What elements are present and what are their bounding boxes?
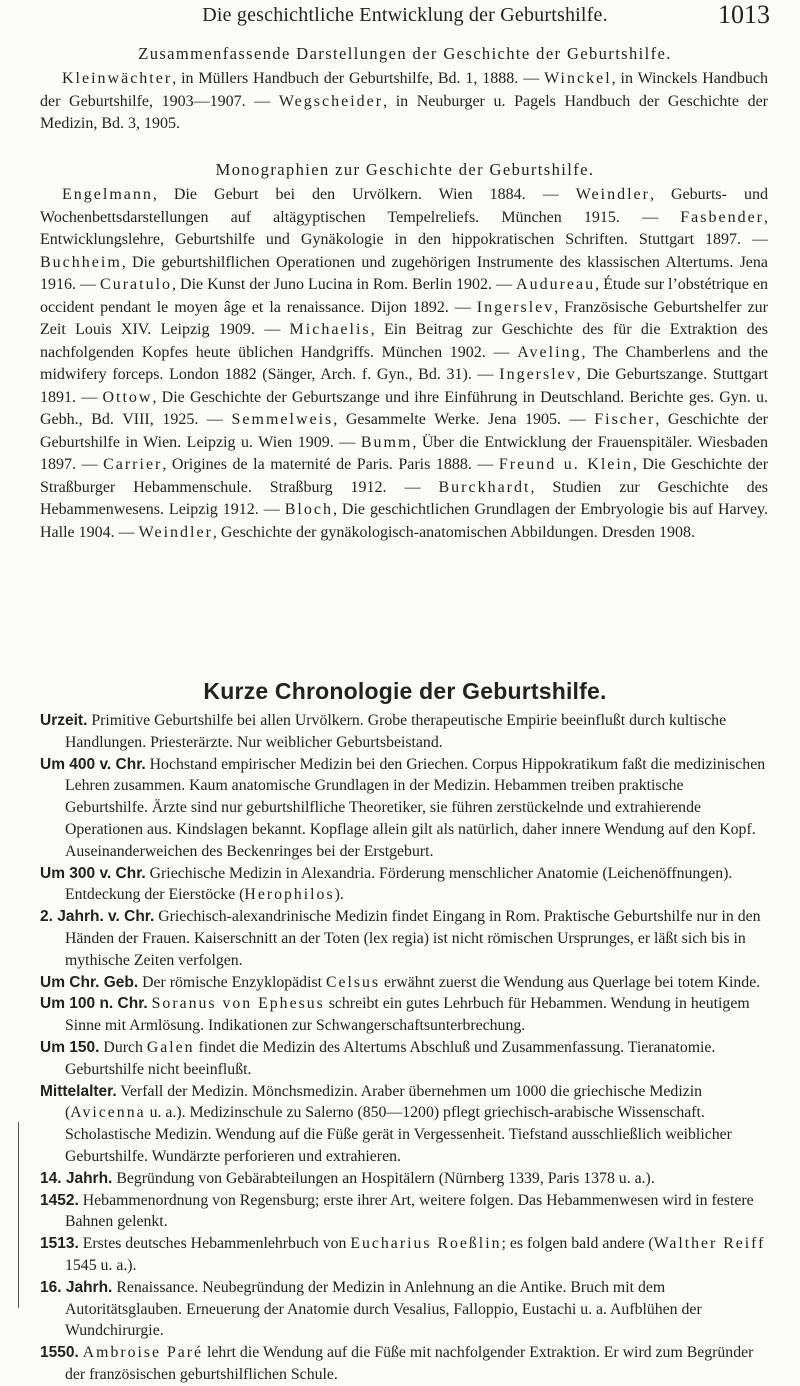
author-name: Bumm [360,433,413,451]
text-run: ). [334,886,344,904]
margin-line [18,1122,19,1308]
chronology-entry-date: 2. Jahrh. v. Chr. [40,908,155,926]
text-run: , Die Kunst der Juno Lucina in Rom. Berlin 1902. — [172,276,517,293]
author-name: Ambroise Paré [82,1344,204,1362]
bibliography-overviews [40,68,768,136]
author-name: Ingerslev [499,366,577,383]
text-run: erwähnt zuerst die Wendung aus Querlage bei totem Kinde. [380,973,761,991]
author-name: Buchheim [40,253,122,271]
text-run: , Die Geburt bei den Urvölkern. Wien 1884. — [152,186,576,203]
text-run: , Französische Geburtshelfer zur Zeit Louis XIV. Leipzig 1909. — [40,298,768,338]
chronology-entry-date: Mittelalter. [40,1082,117,1100]
text-run: Der römische Enzyklopädist [142,973,326,991]
author-name: Burckhardt [438,478,531,496]
chronology-entry [40,710,768,754]
text-run: , The Chamberlens and the midwifery forceps. London 1882 (Sänger, Arch. f. Gyn., Bd. 31). — [40,343,768,383]
chronology-entry-date: 14. Jahrh. [40,1169,113,1187]
author-name: Kleinwächter [62,70,173,87]
author-name: Avicenna [70,1104,146,1122]
text-run: , Die Geschichte der Geburtszange und ihre Einführung in Deutschland. Berichte ges. Gyn. u. Gebh., Bd. VIII, 1925. — [40,388,769,428]
chronology-entry [40,754,768,863]
text-run: 1545 u. a.). [65,1256,137,1274]
text-run: , in Neuburger u. Pagels Handbuch der Geschichte der Medizin, Bd. 3, 1905. [40,92,768,132]
text-run: u. a.). Medizinschule zu Salerno (850—1200) pflegt griechisch-arabische Wissenschaft. Scholastische Medizin. Wendung auf die Füße gerät in Vergessenheit. Tiefstand ausschließlich weiblicher Geburtshilfe. Wundärzte perforieren und extrahieren. [65,1104,732,1165]
text-run: Erstes deutsches Hebammenlehrbuch von [82,1235,351,1253]
chronology-entry [40,1168,768,1190]
author-name: Herophilos [244,886,335,904]
chronology-title: Kurze Chronologie der Geburtshilfe. [203,678,607,704]
chronology-entry [40,1081,768,1168]
text-run: , Die Geburtszange. Stuttgart 1891. — [40,366,769,406]
chronology-entry-date: Um 100 n. Chr. [40,995,148,1013]
chronology-list [40,710,768,1386]
author-name: Weindler [138,523,213,541]
text-run: , Ein Beitrag zur Geschichte des für die Extraktion des nachfolgenden Kopfes heute üblichen Handgriffs. München 1902. — [40,321,769,361]
chronology-entry [40,863,768,907]
author-name: Carrier [103,456,163,473]
page-number: 1013 [718,0,770,29]
chronology-entry [40,1277,768,1342]
text-run: , Geschichte der gynäkologisch-anatomischen Abbildungen. Dresden 1908. [212,523,696,541]
bibliography-monographs [40,184,768,544]
text-run: lehrt die Wendung auf die Füße mit nachfolgender Extraktion. Er wird zum Begründer der französischen geburtshilflichen Schule. [65,1344,754,1383]
chronology-entry [40,972,768,994]
author-name: Eucharius Roeßlin [350,1235,502,1253]
text-run: , Über die Entwicklung der Frauenspitäler. Wiesbaden 1897. — [40,433,769,473]
author-name: Weindler [575,186,650,203]
author-name: Soranus von Ephesus [151,995,325,1013]
text-run: , Die geburtshilflichen Operationen und zugehörigen Instrumente des klassischen Altertums. Jena 1916. — [40,253,768,293]
text-run: Durch [103,1038,147,1056]
running-title: Die geschichtliche Entwicklung der Geburtshilfe. [202,4,608,26]
text-run: Griechische Medizin in Alexandria. Förderung menschlicher Anatomie (Leichenöffnungen). Entdeckung der Eierstöcke ( [65,864,733,904]
text-run: ; es folgen bald andere ( [501,1235,654,1253]
author-name: Semmelweis [231,411,334,428]
author-name: Bloch [284,501,333,518]
bibliography-monographs-text [40,186,768,541]
text-run: Hebammenordnung von Regensburg; erste ihrer Art, weitere folgen. Das Hebammenwesen wird in festere Bahnen gelenkt. [65,1191,754,1231]
text-run: , Geburts- und Wochenbettsdarstellungen auf altägyptischen Tempelreliefs. München 1915. — [40,186,769,226]
text-run: , Étude sur l’obstétrique en occident pendant le moyen âge et la renaissance. Dijon 1892. — [40,276,769,316]
author-name: Audureau [516,276,596,293]
bibliography-overviews-text [40,70,768,132]
text-run: Renaissance. Neubegründung der Medizin in Anlehnung an die Antike. Bruch mit dem Autoritätsglauben. Erneuerung der Anatomie durch Vesalius, Falloppio, Eustachi u. a. Aufblühen der Wundchirurgie. [65,1278,702,1340]
chronology-entry [40,1233,768,1277]
author-name: Aveling [517,343,582,361]
text-run: , in Müllers Handbuch der Geburtshilfe, Bd. 1, 1888. — [172,70,545,87]
chronology-entry [40,1190,768,1234]
text-run: findet die Medizin des Altertums Abschluß und Zusammenfassung. Tieranatomie. Geburtshilfe nicht beeinflußt. [65,1038,716,1078]
author-name: Wegscheider [278,92,384,110]
chronology-entry-date: Urzeit. [40,712,88,729]
text-run: , Die geschichtlichen Grundlagen der Embryologie bis auf Harvey. Halle 1904. — [40,501,769,541]
chronology-entry-date: Um Chr. Geb. [40,973,139,991]
text-run: , in Winckels Handbuch der Geburtshilfe, 1903—1907. — [40,70,768,110]
text-run: , Entwicklungslehre, Geburtshilfe und Gynäkologie in den hippokratischen Schriften. Stuttgart 1897. — [40,208,768,248]
author-name: Ingerslev [476,298,555,316]
chronology-entry-date: Um 150. [40,1038,100,1056]
chronology-entry-date: 1452. [40,1191,79,1209]
author-name: Freund u. Klein [498,456,633,473]
chronology-entry-date: 1550. [40,1344,79,1362]
author-name: Fasbender [680,208,764,226]
chronology-entry [40,1037,768,1081]
author-name: Galen [146,1038,195,1056]
author-name: Winckel [544,70,612,87]
text-run: , Origines de la maternité de Paris. Paris 1888. — [162,456,499,473]
author-name: Ottow [102,388,153,406]
section-heading-monographs: Monographien zur Geschichte der Geburtshilfe. [215,160,595,179]
author-name: Celsus [325,973,381,991]
text-run: schreibt ein gutes Lehrbuch für Hebammen. Wendung in heutigem Sinne mit Armlösung. Indikationen zur Schwangerschaftsunterbrechung. [65,995,750,1035]
chronology-entry-date: Um 300 v. Chr. [40,864,146,882]
section-heading-overviews: Zusammenfassende Darstellungen der Geschichte der Geburtshilfe. [138,44,672,63]
text-run: Verfall der Medizin. Mönchsmedizin. Araber übernehmen um 1000 die griechische Medizin ( [65,1082,703,1122]
running-head [40,0,770,40]
chronology-entry-date: 1513. [40,1235,79,1253]
text-run: , Studien zur Geschichte des Hebammenwesens. Leipzig 1912. — [40,478,768,518]
author-name: Walther Reiff [653,1235,766,1253]
chronology-entry-date: 16. Jahrh. [40,1278,113,1296]
author-name: Fischer [594,411,656,428]
text-run: Griechisch-alexandrinische Medizin findet Eingang in Rom. Praktische Geburtshilfe nur in den Händen der Frauen. Kaiserschnitt an der Toten (lex regia) ist nicht römischen Ursprunges, er läßt sich bis in mythische Zeiten verfolgen. [65,908,761,969]
chronology-entry [40,993,768,1037]
author-name: Engelmann [62,186,153,203]
text-run: , Die Geschichte der Straßburger Hebammenschule. Straßburg 1912. — [40,456,769,496]
text-run: , Gesammelte Werke. Jena 1905. — [333,411,595,428]
chronology-entry [40,1342,768,1386]
text-run: , Geschichte der Geburtshilfe in Wien. Leipzig u. Wien 1909. — [40,411,768,451]
text-run: Begründung von Gebärabteilungen an Hospitälern (Nürnberg 1339, Paris 1378 u. a.). [116,1169,655,1187]
text-run: Primitive Geburtshilfe bei allen Urvölkern. Grobe therapeutische Empirie beeinflußt durch kultische Handlungen. Priesterärzte. Nur weiblicher Geburtsbeistand. [65,712,727,751]
text-run: Hochstand empirischer Medizin bei den Griechen. Corpus Hippokratikum faßt die medizinischen Lehren zusammen. Kaum anatomische Grundlagen in der Medizin. Hebammen treiben praktische Geburtshilfe. Ärzte sind nur geburtshilfliche Theoretiker, sie führen zerstückelnde und extrahierende Operationen aus. Kindslagen bekannt. Kopflage allein gilt als natürlich, daher innere Wendung auf den Kopf. Auseinanderweichen des Beckenringes bei der Erstgeburt. [65,755,766,860]
author-name: Michaelis [289,321,371,338]
chronology-entry-date: Um 400 v. Chr. [40,755,146,773]
author-name: Curatulo [100,276,173,293]
chronology-entry [40,906,768,971]
